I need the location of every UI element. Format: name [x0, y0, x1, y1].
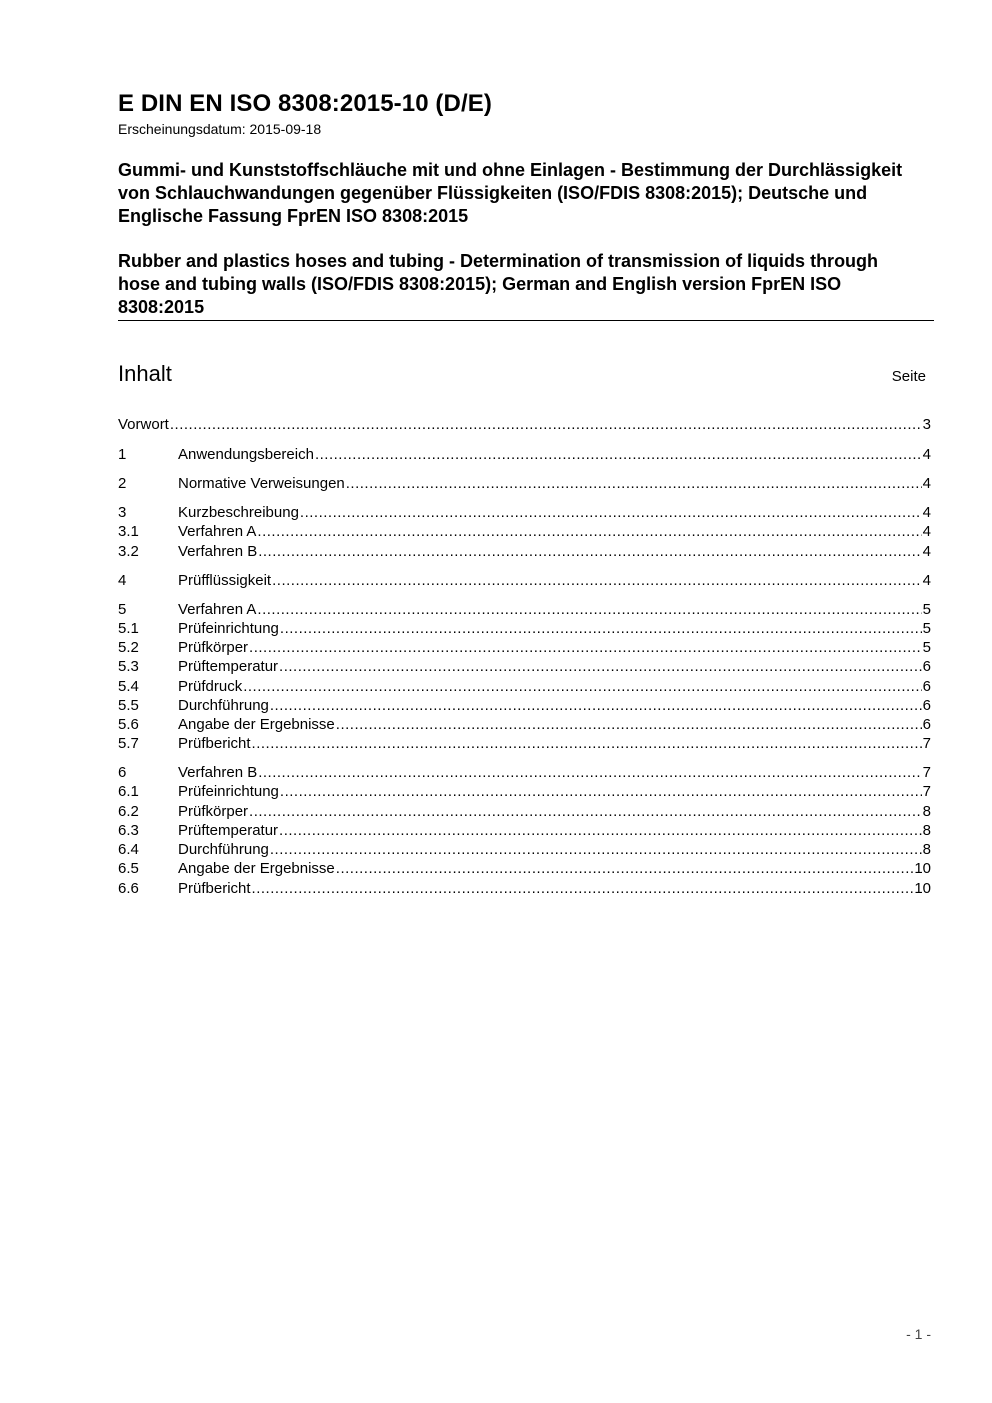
toc-entry[interactable] [118, 503, 931, 522]
dot-leader [257, 600, 921, 619]
toc-entry-label: Prüfflüssigkeit [178, 572, 272, 589]
toc-entry-label: Prüfeinrichtung [178, 783, 279, 800]
toc-entry[interactable] [118, 571, 931, 590]
toc-entry[interactable] [118, 715, 931, 734]
dot-leader [336, 715, 922, 734]
dot-leader [252, 734, 922, 753]
toc-entry-page: 10 [914, 860, 931, 877]
toc-entry-number: 5.3 [118, 658, 139, 675]
toc-entry-number: 3 [118, 504, 127, 521]
toc-entry-number: 6.2 [118, 803, 139, 820]
toc-entry-label: Prüfkörper [178, 803, 249, 820]
toc-entry-number: 5.2 [118, 639, 139, 656]
toc-entry-number: 5.7 [118, 735, 139, 752]
toc-entry-label: Durchführung [178, 697, 269, 714]
toc-entry-label: Durchführung [178, 841, 269, 858]
toc-entry-page: 5 [922, 639, 931, 656]
document-title: E DIN EN ISO 8308:2015-10 (D/E) [118, 90, 492, 117]
title-divider [118, 320, 934, 321]
toc-entry-label: Verfahren B [178, 543, 258, 560]
toc-entry-number: 5.5 [118, 697, 139, 714]
toc-entry-page: 4 [922, 475, 931, 492]
dot-leader [252, 879, 914, 898]
dot-leader [280, 782, 922, 801]
toc-entry-page: 4 [922, 523, 931, 540]
toc-entry-page: 8 [922, 841, 931, 858]
toc-entry[interactable] [118, 696, 931, 715]
toc-entry-label: Prüfbericht [178, 735, 251, 752]
toc-entry-number: 4 [118, 572, 127, 589]
dot-leader [279, 657, 922, 676]
toc-entry[interactable] [118, 657, 931, 676]
toc-entry-number: 5.6 [118, 716, 139, 733]
toc-entry-page: 3 [922, 416, 931, 433]
toc-entry[interactable] [118, 821, 931, 840]
toc-entry-label: Prüfdruck [178, 678, 243, 695]
toc-entry-page: 4 [922, 572, 931, 589]
toc-entry-label: Verfahren A [178, 523, 257, 540]
toc-entry[interactable] [118, 415, 931, 434]
toc-entry-number: 1 [118, 446, 127, 463]
dot-leader [336, 859, 914, 878]
english-title: Rubber and plastics hoses and tubing - Determination of transmission of liquids through hose and tubing walls (ISO/FDIS 8308:2015); German and English version FprEN ISO 8308:2015 [118, 251, 879, 317]
dot-leader [257, 522, 921, 541]
toc-entry[interactable] [118, 859, 931, 878]
toc-entry[interactable] [118, 802, 931, 821]
dot-leader [270, 840, 922, 859]
dot-leader [270, 696, 922, 715]
publication-date: Erscheinungsdatum: 2015-09-18 [118, 121, 322, 137]
toc-entry[interactable] [118, 763, 931, 782]
toc-entry[interactable] [118, 619, 931, 638]
toc-entry-number: 6.1 [118, 783, 139, 800]
toc-entry-page: 5 [922, 601, 931, 618]
toc-entry-label: Vorwort [118, 416, 169, 433]
toc-heading: Inhalt [118, 361, 172, 386]
page-number: - 1 - [906, 1326, 931, 1342]
toc-entry[interactable] [118, 879, 931, 898]
toc-entry-page: 8 [922, 803, 931, 820]
toc-entry[interactable] [118, 474, 931, 493]
toc-page-column-label: Seite [891, 368, 926, 385]
toc-entry-number: 5.1 [118, 620, 139, 637]
toc-entry[interactable] [118, 840, 931, 859]
toc-entry-page: 7 [922, 735, 931, 752]
toc-entry-number: 3.2 [118, 543, 139, 560]
toc-entry[interactable] [118, 638, 931, 657]
toc-entry-label: Normative Verweisungen [178, 475, 345, 492]
toc-entry[interactable] [118, 677, 931, 696]
dot-leader [315, 445, 922, 464]
toc-entry-label: Prüfkörper [178, 639, 249, 656]
dot-leader [272, 571, 922, 590]
toc-entry-number: 6 [118, 764, 127, 781]
dot-leader [280, 619, 922, 638]
toc-entry-label: Prüftemperatur [178, 822, 279, 839]
dot-leader [243, 677, 921, 696]
toc-entry-page: 8 [922, 822, 931, 839]
dot-leader [249, 802, 922, 821]
toc-entry-number: 5.4 [118, 678, 139, 695]
toc-entry-page: 10 [914, 880, 931, 897]
toc-entry-page: 5 [922, 620, 931, 637]
dot-leader [249, 638, 922, 657]
toc-entry[interactable] [118, 600, 931, 619]
toc-entry-label: Angabe der Ergebnisse [178, 716, 335, 733]
toc-entry-page: 6 [922, 658, 931, 675]
toc-entry-page: 6 [922, 678, 931, 695]
dot-leader [170, 415, 922, 434]
toc-entry[interactable] [118, 542, 931, 561]
toc-entry-label: Prüftemperatur [178, 658, 279, 675]
toc-entry-label: Verfahren A [178, 601, 257, 618]
toc-entry-number: 6.5 [118, 860, 139, 877]
toc-entry-label: Angabe der Ergebnisse [178, 860, 335, 877]
german-title: Gummi- und Kunststoffschläuche mit und ohne Einlagen - Bestimmung der Durchlässigkeit von Schlauchwandungen gegenüber Flüssigkeiten (ISO/FDIS 8308:2015); Deutsche und Englische Fassung FprEN ISO 8308:2015 [118, 160, 903, 226]
toc-entry[interactable] [118, 522, 931, 541]
dot-leader [346, 474, 922, 493]
toc-entry-page: 7 [922, 764, 931, 781]
toc-entry-number: 5 [118, 601, 127, 618]
toc-entry-page: 4 [922, 543, 931, 560]
toc-entry-page: 4 [922, 504, 931, 521]
toc-entry-number: 6.6 [118, 880, 139, 897]
toc-entry-number: 3.1 [118, 523, 139, 540]
toc-entry-label: Prüfeinrichtung [178, 620, 279, 637]
toc-entry-label: Verfahren B [178, 764, 258, 781]
toc-entry-page: 6 [922, 697, 931, 714]
dot-leader [279, 821, 922, 840]
toc-entry-page: 4 [922, 446, 931, 463]
toc-entry-number: 6.4 [118, 841, 139, 858]
toc-entry-page: 6 [922, 716, 931, 733]
toc-entry[interactable] [118, 734, 931, 753]
dot-leader [258, 542, 921, 561]
toc-entry[interactable] [118, 782, 931, 801]
toc-entry-number: 2 [118, 475, 127, 492]
toc-entry-label: Prüfbericht [178, 880, 251, 897]
dot-leader [300, 503, 922, 522]
toc-entry-label: Anwendungsbereich [178, 446, 314, 463]
toc-entry[interactable] [118, 445, 931, 464]
toc-entry-number: 6.3 [118, 822, 139, 839]
dot-leader [258, 763, 921, 782]
toc-entry-page: 7 [922, 783, 931, 800]
toc-entry-label: Kurzbeschreibung [178, 504, 299, 521]
